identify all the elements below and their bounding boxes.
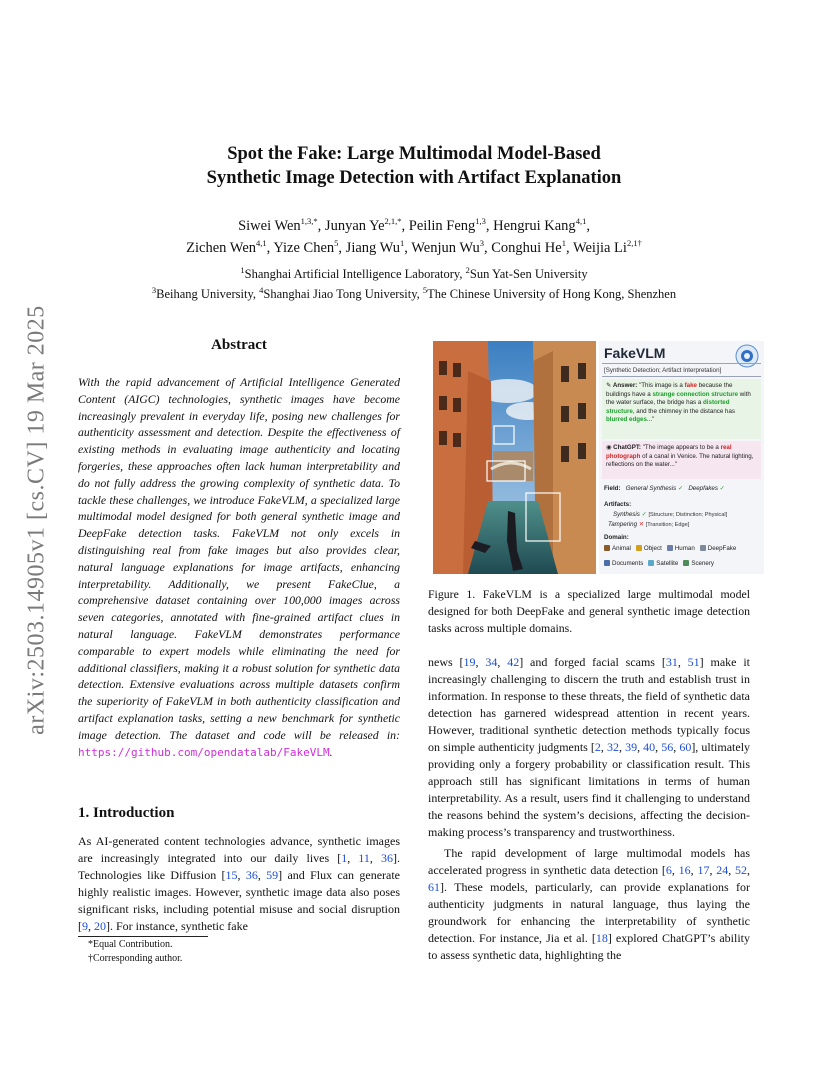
- citation-link[interactable]: 17: [697, 863, 710, 877]
- affiliation-number: 4: [259, 284, 264, 295]
- artifact-tampering-row: [608, 521, 689, 528]
- author-affiliation-marker: 1,3,*: [300, 216, 318, 227]
- paragraph-text: ,: [600, 740, 607, 754]
- venice-canal-image: [433, 341, 596, 574]
- intro-paragraph: [78, 833, 400, 935]
- domain-row-2: [604, 560, 719, 567]
- paragraph: [428, 845, 750, 964]
- domain-chip: [604, 560, 643, 567]
- title-line-1: Spot the Fake: Large Multimodal Model-Based: [227, 144, 601, 164]
- paragraph-text: ,: [747, 863, 751, 877]
- artifact-synthesis-row: [613, 511, 727, 518]
- artifacts-label: Artifacts:: [604, 501, 632, 508]
- affiliation-number: 1: [240, 264, 245, 275]
- paragraph-text: ] make it increasingly challenging to discern the truth and establish trust in information. In response to these threats, the field of synthetic data detection has garnered widespread attention in recent years. However, traditional synthetic detection methods typically focus on simple authenticity judgments [: [428, 655, 750, 754]
- arxiv-sidebar: [22, 270, 52, 770]
- author-affiliation-marker: 5: [334, 238, 339, 249]
- paragraph-text: news [: [428, 655, 464, 669]
- fakevlm-panel: [599, 341, 764, 574]
- chatgpt-label: ChatGPT:: [613, 444, 641, 451]
- paper-title: [100, 142, 728, 190]
- right-column-text: [428, 654, 750, 964]
- answer-text: with the water surface, the bridge has a: [606, 390, 751, 407]
- domain-chip: [667, 545, 695, 552]
- citation-link[interactable]: 1: [341, 851, 348, 865]
- artifact-tampering-tags: [Transition; Edge]: [645, 522, 690, 528]
- domain-label-row: [604, 534, 629, 541]
- answer-text: because the buildings have a: [606, 382, 733, 398]
- canal-illustration: [433, 341, 596, 574]
- arxiv-id: arXiv:2503.14905v1 [cs.CV] 19 Mar 2025: [23, 305, 50, 735]
- citation-link[interactable]: 32: [607, 740, 619, 754]
- fakevlm-answer-box: [602, 379, 761, 439]
- paragraph-text: ,: [655, 740, 662, 754]
- paragraph-text: ,: [690, 863, 698, 877]
- author-affiliation-marker: 2,1,*: [384, 216, 402, 227]
- author-affiliation-marker: 1: [400, 238, 405, 249]
- domain-scenery-icon: [683, 560, 689, 566]
- citation-link[interactable]: 61: [428, 880, 440, 894]
- answer-icon: ✎: [606, 382, 612, 389]
- citation-link[interactable]: 59: [266, 868, 279, 882]
- citation-link[interactable]: 56: [661, 740, 674, 754]
- fakevlm-logo-icon: [735, 344, 759, 370]
- chatgpt-icon: ◉: [606, 444, 612, 451]
- citation-link[interactable]: 52: [735, 863, 748, 877]
- panel-divider: [602, 376, 761, 377]
- author-name: Zichen Wen: [186, 240, 257, 256]
- citation-link[interactable]: 51: [687, 655, 700, 669]
- paragraph-text: ]. Technologies like Diffusion [: [78, 851, 400, 882]
- paragraph-text: ] explored ChatGPT’s ability to assess synthetic data, highlighting the: [428, 931, 750, 962]
- domain-object-icon: [636, 545, 642, 551]
- paragraph-text: ,: [347, 851, 359, 865]
- artifacts-label-row: [604, 501, 631, 508]
- paragraph-text: ,: [475, 655, 486, 669]
- domain-label-human: Human: [674, 545, 695, 552]
- citation-link[interactable]: 31: [665, 655, 678, 669]
- answer-fake-keyword: fake: [684, 382, 697, 389]
- citation-link[interactable]: 11: [358, 851, 370, 865]
- domain-human-icon: [667, 545, 673, 551]
- domain-label-scenery: Scenery: [691, 560, 715, 567]
- field-deepfakes: Deepfakes: [688, 485, 718, 492]
- paragraph-text: ,: [497, 655, 508, 669]
- abstract-end: .: [329, 744, 333, 759]
- affiliation-list: $^1$Shanghai Artificial Intelligence Laboratory, $^2$Sun Yat-Sen University $^3$Beihang University, $^4$Shanghai Jiao Tong University, $^5$The Chinese University of Hong Kong, Shenzhen: [151, 264, 677, 301]
- answer-text: "This image is a: [637, 382, 685, 389]
- panel-divider: [602, 363, 761, 364]
- chatgpt-answer-box: [602, 441, 761, 479]
- domain-label: Domain:: [604, 534, 629, 541]
- section-heading-introduction: 1. Introduction: [78, 805, 175, 821]
- paragraph-text: The rapid development of large multimodal models has accelerated progress in synthetic data detection [: [428, 846, 750, 877]
- answer-text: ...": [646, 416, 655, 424]
- author-affiliation-marker: 3: [479, 238, 484, 249]
- paragraph-text: ,: [237, 868, 246, 882]
- paragraph-text: ,: [728, 863, 736, 877]
- citation-link[interactable]: 20: [94, 919, 106, 933]
- paragraph-text: ,: [257, 868, 267, 882]
- citation-link[interactable]: 15: [225, 868, 238, 882]
- answer-highlight: distorted structure: [606, 399, 730, 415]
- code-link[interactable]: https://github.com/opendatalab/FakeVLM: [78, 745, 330, 759]
- affiliation-name: Shanghai Artificial Intelligence Laboratory: [244, 267, 460, 281]
- affiliation-name: Sun Yat-Sen University: [469, 267, 588, 281]
- paragraph-text: ,: [709, 863, 717, 877]
- paragraph-text: ,: [677, 655, 688, 669]
- citation-link[interactable]: 39: [625, 740, 638, 754]
- author-affiliation-marker: 4,1: [575, 216, 587, 227]
- panel-subtitle: [Synthetic Detection; Artifact Interpretation]: [604, 367, 722, 374]
- affiliation-name: The Chinese University of Hong Kong, Shenzhen: [427, 287, 677, 301]
- citation-link[interactable]: 19: [463, 655, 476, 669]
- citation-link[interactable]: 2: [594, 740, 601, 754]
- domain-chip: [700, 545, 737, 552]
- author-name: Peilin Feng: [408, 218, 476, 234]
- domain-chip: [636, 545, 662, 552]
- domain-row-1: [604, 545, 741, 552]
- citation-link[interactable]: 34: [485, 655, 498, 669]
- author-affiliation-marker: 2,1†: [626, 238, 642, 249]
- paragraph-text: ,: [673, 740, 680, 754]
- domain-satellite-icon: [648, 560, 654, 566]
- citation-link[interactable]: 40: [643, 740, 656, 754]
- citation-link[interactable]: 24: [716, 863, 729, 877]
- affiliation-number: 3: [151, 284, 157, 295]
- citation-link[interactable]: 9: [82, 919, 88, 933]
- figure-1: [433, 341, 764, 575]
- author-name: Yize Chen: [273, 240, 335, 256]
- domain-label-object: Object: [643, 545, 662, 552]
- abstract-heading: Abstract: [211, 337, 267, 353]
- paragraph-text: ,: [88, 919, 94, 933]
- domain-chip: [683, 560, 714, 567]
- paragraph-text: ] and Flux can generate highly realistic images. However, synthetic image data also poses significant risks, including potential misuse and social disruption [: [78, 868, 401, 933]
- paragraph: [428, 654, 750, 841]
- domain-deepfake-icon: [700, 545, 706, 551]
- footnote-rule: [78, 936, 208, 937]
- domain-label-documents: Documents: [612, 560, 644, 567]
- check-icon: ✓: [719, 485, 725, 492]
- abstract-text: With the rapid advancement of Artificial Intelligence Generated Content (AIGC) technologies, synthetic images have become increasingly prevalent in everyday life, posing new challenges for authenticity assessment and detection. Despite the effectiveness of existing methods in evaluating image authenticity and locating forgeries, these approaches often lack human interpretability and do not fully address the growing complexity of synthetic data. To tackle these challenges, we introduce FakeVLM, a specialized large multimodal model designed for both general synthetic image and DeepFake detection tasks. FakeVLM not only excels in distinguishing real from fake images but also provides clear, natural language explanations for image artifacts, enhancing interpretability. Additionally, we present FakeClue, a comprehensive dataset containing over 100,000 images across seven categories, annotated with fine-grained artifact clues in natural language. FakeVLM demonstrates performance comparable to expert models while eliminating the need for additional classifiers, making it a robust solution for synthetic data detection. Extensive evaluations across multiple datasets confirm the superiority of FakeVLM in both authenticity classification and artifact explanation tasks, setting a new benchmark for synthetic image detection. The dataset and code will be released in:: [78, 375, 400, 742]
- citation-link[interactable]: 6: [665, 863, 672, 877]
- footnote-corresponding-author: †Corresponding author.: [88, 953, 183, 964]
- check-icon: ✓: [677, 485, 684, 492]
- chatgpt-highlight: real photograph: [606, 444, 732, 460]
- author-name: Wenjun Wu: [411, 240, 480, 256]
- citation-link[interactable]: 36: [381, 851, 393, 865]
- author-name: Junyan Ye: [324, 218, 385, 234]
- author-list: Siwei Wen$^{1,3,*}$, Junyan $Ye^{2,1,*}$, Peilin Feng$^{1,3}$, Hengrui Kang$^{4,1}$, Zichen Wen$^{4,1}$, Yize Chen$^5$, Jiang Wu$^1$, Wenjun Wu$^3$, Conghui He$^1$, Weijia $Li^{2,1\dagger}$: [186, 216, 642, 256]
- paragraph-text: ,: [619, 740, 626, 754]
- title-line-2: Synthetic Image Detection with Artifact Explanation: [206, 168, 622, 188]
- author-name: Jiang Wu: [345, 240, 400, 256]
- answer-highlight: blurred edges: [606, 416, 647, 424]
- affiliation-name: Beihang University: [156, 287, 253, 301]
- author-name: Siwei Wen: [238, 218, 301, 234]
- answer-text: , and the chimney in the distance has: [632, 407, 735, 415]
- field-general-synthesis: General Synthesis: [625, 485, 677, 492]
- author-affiliation-marker: 4,1: [256, 238, 267, 249]
- cross-icon: ✕: [638, 521, 644, 528]
- check-icon: ✓: [641, 511, 647, 518]
- affiliation-number: 5: [422, 284, 428, 295]
- artifact-synthesis-tags: [Structure; Distinction; Physical]: [648, 512, 728, 518]
- artifact-synthesis: Synthesis: [613, 511, 640, 518]
- paragraph-text: ], ultimately providing only a forgery probability or classification result. This approach still has significant limitations in terms of human interpretability. As a result, users find it challenging to understand the reasons behind the system’s decisions, affecting the decision-making process’s transparency and trustworthiness.: [428, 740, 751, 839]
- citation-link[interactable]: 36: [245, 868, 258, 882]
- domain-documents-icon: [604, 560, 610, 566]
- paragraph-text: ,: [637, 740, 644, 754]
- paragraph-text: ]. For instance, synthetic fake: [106, 919, 248, 933]
- domain-label-animal: Animal: [612, 545, 631, 552]
- chatgpt-text: "The image appears to be a: [640, 444, 721, 451]
- panel-title: FakeVLM: [604, 345, 666, 361]
- paragraph-text: ,: [671, 863, 679, 877]
- paragraph-text: ]. These models, particularly, can provide explanations for authenticity judgments in natural language, thus laying the groundwork for enhancing the interpretability of synthetic detection. For instance, Jia et al. [: [428, 880, 750, 945]
- affiliation-number: 2: [465, 264, 470, 275]
- footnote-equal-contribution: *Equal Contribution.: [88, 939, 173, 950]
- paragraph-text: ,: [369, 851, 381, 865]
- author-name: Hengrui Kang: [493, 218, 576, 234]
- chatgpt-text: of a canal in Venice. The natural lighting, reflections on the water...": [606, 452, 754, 469]
- answer-label: Answer:: [612, 382, 638, 389]
- author-affiliation-marker: 1,3: [475, 216, 486, 227]
- answer-highlight: strange connection structure: [652, 390, 739, 398]
- domain-label-deepfake: DeepFake: [707, 545, 737, 552]
- citation-link[interactable]: 18: [595, 931, 608, 945]
- artifact-tampering: Tampering: [608, 521, 638, 528]
- figure-caption: Figure 1. FakeVLM is a specialized large multimodal model designed for both DeepFake and general synthetic image detection tasks across multiple domains.: [428, 587, 750, 635]
- citation-link[interactable]: 42: [507, 655, 520, 669]
- field-label: Field:: [604, 485, 621, 492]
- citation-link[interactable]: 16: [678, 863, 691, 877]
- author-affiliation-marker: 1: [561, 238, 566, 249]
- domain-animal-icon: [604, 545, 610, 551]
- author-name: Conghui He: [491, 240, 562, 256]
- domain-chip: [648, 560, 678, 567]
- field-row: [604, 485, 725, 492]
- domain-label-satellite: Satellite: [656, 560, 679, 567]
- abstract-body: [78, 374, 400, 761]
- domain-chip: [604, 545, 631, 552]
- paragraph-text: ] and forged facial scams [: [519, 655, 666, 669]
- author-name: Weijia Li: [572, 240, 627, 256]
- citation-link[interactable]: 60: [679, 740, 692, 754]
- affiliation-name: Shanghai Jiao Tong University: [263, 287, 417, 301]
- paragraph-text: As AI-generated content technologies advance, synthetic images are increasingly integrated into our daily lives [: [78, 834, 400, 865]
